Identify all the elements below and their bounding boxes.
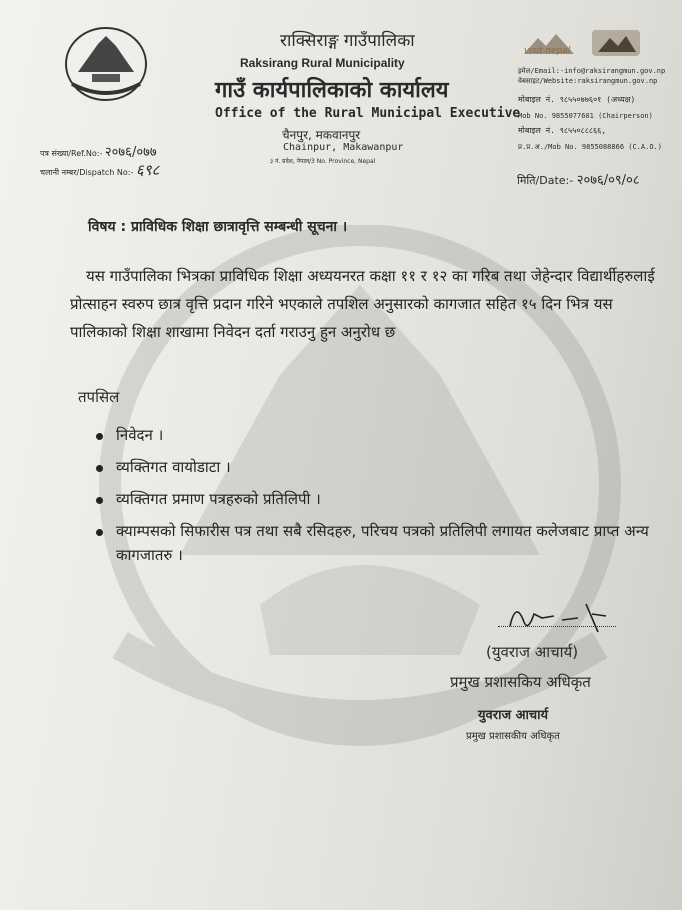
date-value: २०७६/०९/०८	[576, 173, 640, 188]
document-list	[96, 423, 676, 575]
signature-line	[498, 625, 616, 627]
address-np: चैनपुर, मकवानपुर	[282, 128, 361, 142]
body-text: यस गाउँपालिका भित्रका प्राविधिक शिक्षा अध्ययनरत कक्षा ११ र १२ का गरिब तथा जेहेन्दार विद्यार्थीहरुलाई प्रोत्साहन स्वरुप छात्र वृत्ति प्रदान गरिने भएकाले तपशिल अनुसारको कागजात सहित १५ दिन भित्र यस पालिकाको शिक्षा शाखामा निवेदन दर्ता गराउनु हुन अनुरोध छ	[70, 267, 655, 341]
bullet-icon	[96, 433, 103, 440]
visit-nepal-label: visit nepal	[524, 46, 571, 56]
date-label: मिति/Date:-	[517, 174, 574, 187]
municipality-name-np: राक्सिराङ्ग गाउँपालिका	[280, 31, 415, 51]
reference-number	[40, 142, 157, 160]
signatory-title: प्रमुख प्रशासकिय अधिकृत	[450, 673, 591, 691]
signatory-name: (युवराज आचार्य)	[486, 643, 579, 661]
body-paragraph	[70, 262, 660, 346]
bullet-icon	[96, 529, 103, 536]
contact-mobile-chair-en: Mob No. 9855077601 (Chairperson)	[518, 112, 653, 120]
dispatch-number	[40, 160, 159, 180]
list-item: व्यक्तिगत प्रमाण पत्रहरुको प्रतिलिपी ।	[96, 487, 676, 511]
province-line: ३ नं. प्रदेश, नेपाल/3 No. Province, Nepal	[270, 158, 376, 165]
tapasil-label: तपसिल	[78, 388, 120, 406]
dispatch-value: ६९८	[135, 161, 160, 179]
handwritten-signature	[506, 596, 616, 640]
ref-label: पत्र संख्या/Ref.No:-	[40, 149, 103, 158]
list-item: निवेदन ।	[96, 423, 676, 447]
bullet-icon	[96, 465, 103, 472]
letter-date	[517, 170, 640, 188]
dispatch-label: चलानी नम्बर/Dispatch No:-	[40, 168, 134, 177]
address-en: Chainpur, Makawanpur	[283, 142, 404, 153]
contact-email: इमेल/Email:-info@raksirangmun.gov.np	[518, 67, 666, 75]
contact-website: वेबसाइट/Website:raksirangmun.gov.np	[518, 77, 658, 85]
stamp-title: प्रमुख प्रशासकीय अधिकृत	[466, 731, 560, 742]
contact-mobile-cao-np: मोबाइल नं. ९८५५०८८८६६,	[518, 126, 607, 135]
municipality-emblem	[58, 22, 154, 108]
ref-value: २०७६/०७७	[104, 145, 157, 160]
list-item: व्यक्तिगत वायोडाटा ।	[96, 455, 676, 479]
contact-mobile-cao-en: प्र.प्र.अ./Mob No. 9855088866 (C.A.O.)	[518, 143, 662, 151]
municipality-name-en: Raksirang Rural Municipality	[240, 56, 405, 70]
subject-line: विषय : प्राविधिक शिक्षा छात्रावृत्ति सम्बन्धी सूचना ।	[88, 219, 348, 235]
stamp-name: युवराज आचार्य	[478, 708, 549, 723]
office-name-en: Office of the Rural Municipal Executive	[215, 106, 521, 121]
contact-mobile-chair-np: मोबाइल नं. ९८५५०७७६०१ (अध्यक्ष)	[518, 95, 636, 104]
office-name-np: गाउँ कार्यपालिकाको कार्यालय	[215, 78, 449, 103]
nepal-logo	[590, 26, 642, 60]
bullet-icon	[96, 497, 103, 504]
list-item: क्याम्पसको सिफारीस पत्र तथा सबै रसिदहरु, परिचय पत्रको प्रतिलिपी लगायत कलेजबाट प्राप्त अन्य कागजातरु ।	[96, 519, 676, 567]
